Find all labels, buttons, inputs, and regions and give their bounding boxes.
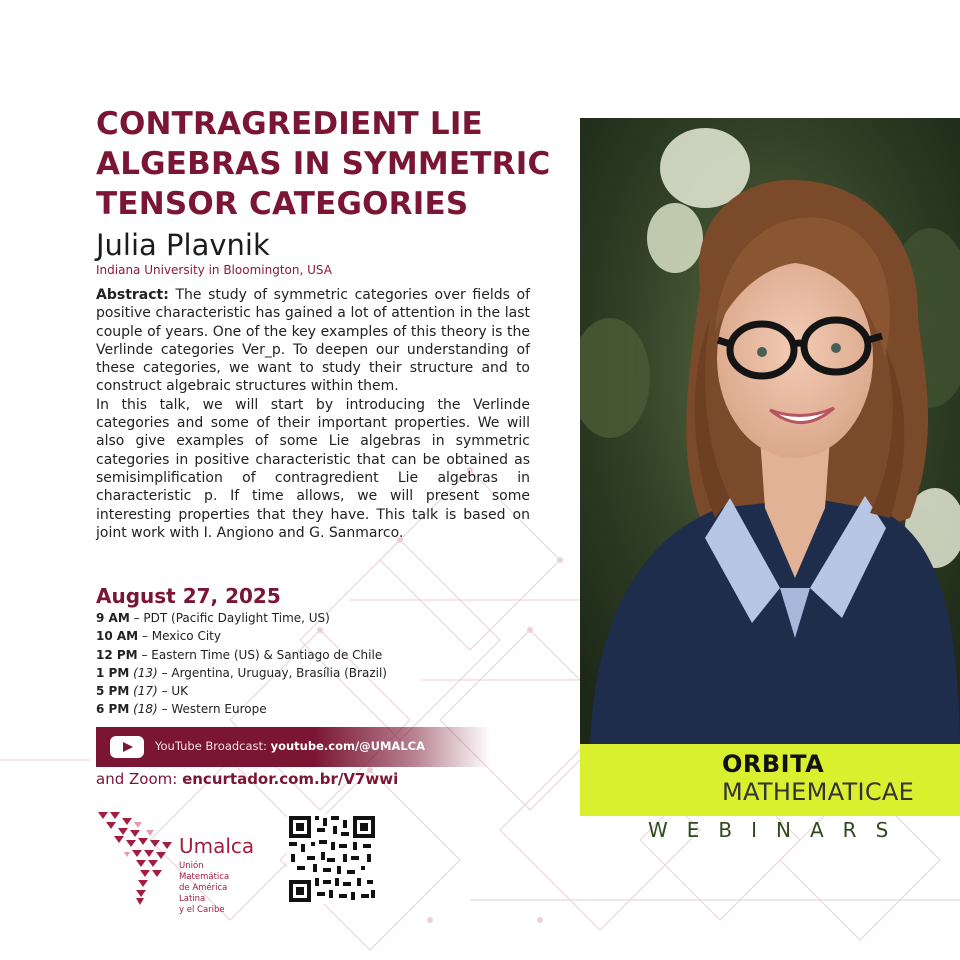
schedule-24h: (13) (133, 665, 158, 680)
youtube-text (155, 739, 425, 753)
umalca-map-icon (96, 808, 176, 908)
speaker-name: Julia Plavnik (96, 228, 270, 262)
abstract-text-1: The study of symmetric categories over fields of positive characteristic has gained a lot of attention in the last couple of years. One of the key examples of this theory is the Verlinde categories Ver_p. To deepen our understanding of these categories, we want to study their structure and to construct algebraic structures within them. (96, 287, 530, 395)
schedule-row (96, 627, 387, 645)
schedule-time: 9 AM (96, 611, 130, 625)
schedule-list (96, 609, 387, 719)
umalca-subtitle: Unión Matemática de América Latina y el Caribe (179, 861, 230, 915)
schedule-row (96, 682, 387, 700)
speaker-affiliation: Indiana University in Bloomington, USA (96, 263, 332, 277)
schedule-row (96, 664, 387, 682)
schedule-place: – UK (161, 684, 189, 699)
speaker-photo (580, 118, 960, 746)
schedule-time: 12 PM (96, 647, 138, 662)
title-line: CONTRAGREDIENT LIE (96, 106, 483, 142)
event-date: August 27, 2025 (96, 584, 281, 608)
zoom-link[interactable]: encurtador.com.br/V7wwi (182, 770, 399, 788)
youtube-label: YouTube Broadcast: (155, 739, 267, 753)
zoom-label: and Zoom: (96, 770, 178, 788)
umalca-logo (96, 808, 256, 915)
brand-orbita: ORBITA (722, 750, 825, 778)
qr-code-icon[interactable] (287, 814, 377, 904)
youtube-link[interactable]: youtube.com/@UMALCA (270, 739, 425, 753)
title-line: ALGEBRAS IN SYMMETRIC (96, 146, 551, 182)
schedule-place: – Western Europe (161, 702, 267, 717)
abstract-paragraph-2: In this talk, we will start by introducing the Verlinde categories and some of their important properties. We will also give examples of some Lie algebras in symmetric categories in positive characteristic that can be obtained as semisimplification of contragredient Lie algebras in characteristic p. If time allows, we will present some interesting properties that they have. This talk is based on joint work with I. Angiono and G. Sanmarco. (96, 396, 530, 541)
schedule-row (96, 609, 387, 627)
abstract-paragraph-1 (96, 286, 530, 396)
schedule-row (96, 700, 387, 718)
youtube-broadcast-banner[interactable] (96, 727, 491, 767)
umalca-name: Umalca (179, 834, 255, 858)
schedule-place: – Argentina, Uruguay, Brasília (Brazil) (161, 665, 387, 680)
orbita-brand-box (580, 744, 960, 816)
schedule-24h: (18) (133, 702, 158, 717)
schedule-row (96, 646, 387, 664)
schedule-24h: (17) (133, 684, 158, 699)
schedule-place: – Mexico City (141, 629, 221, 644)
youtube-play-icon (110, 736, 144, 758)
schedule-place: – PDT (Pacific Daylight Time, US) (133, 611, 330, 625)
schedule-time: 6 PM (96, 702, 130, 717)
zoom-line (96, 770, 398, 788)
schedule-time: 1 PM (96, 665, 130, 680)
schedule-time: 10 AM (96, 629, 139, 644)
title-line: TENSOR CATEGORIES (96, 186, 469, 222)
abstract-label: Abstract: (96, 287, 169, 303)
schedule-time: 5 PM (96, 684, 130, 699)
brand-webinars: WEBINARS (648, 818, 908, 842)
brand-mathematicae: MATHEMATICAE (722, 778, 915, 806)
schedule-place: – Eastern Time (US) & Santiago de Chile (141, 647, 383, 662)
talk-title (96, 104, 576, 224)
abstract (96, 286, 530, 542)
